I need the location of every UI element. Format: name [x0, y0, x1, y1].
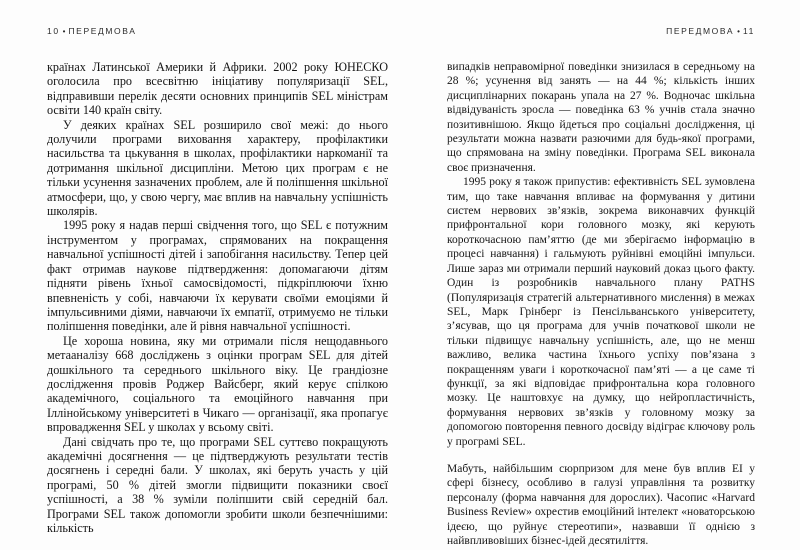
chapter-title-right: ПЕРЕДМОВА [666, 26, 735, 36]
running-header-right [447, 26, 755, 36]
page-number-left: 10 [47, 26, 60, 36]
text-column-left [47, 60, 388, 535]
paragraph: Дані свідчать про те, що програми SEL суттєво покращують академічні досягнення — це підтверджують результати тестів досягнень і середні бали. У школах, які беруть участь у цій програмі, 50 % дітей змогли підвищити показники своєї успішності, а 38 % зуміли поліпшити свій середній бал. Програми SEL також допомогли зробити школи безпечнішими: кількість [47, 434, 388, 535]
text-column-right [447, 60, 755, 548]
paragraph: У деяких країнах SEL розширило свої межі: до нього долучили програми виховання характеру, профілактики насильства та цькування в школах, профілактики наркоманії та дотримання шкільної дисципліни. Метою цих програм є не тільки усунення зазначених проблем, але й поліпшення шкільної атмосфери, що, у свою чергу, має вплив на навчальну успішність школярів. [47, 117, 388, 219]
header-separator-left: • [62, 27, 66, 36]
paragraph: країнах Латинської Америки й Африки. 2002 року ЮНЕСКО оголосила про всесвітню ініціативу популяризації SEL, відправивши перелік десяти основних принципів SEL міністрам освіти 140 країн світу. [47, 60, 388, 118]
paragraph: 1995 року я також припустив: ефективність SEL зумовлена тим, що таке навчання впливає на формування у дитини систем нервових зв’язків, зокрема виконавчих функцій прифронтальної кори головного мозку, які керують короткочасною пам’яттю (де ми зберігаємо інформацію в процесі навчання) і гальмують руйнівні емоційні імпульси. Лише зараз ми отримали перший науковий доказ цього факту. Один із розробників навчального плану PATHS (Популяризація стратегій альтернативного мислення) в межах SEL, Марк Грінберг із Пенсільванського університету, з’ясував, що ця програма для учнів початкової школи не тільки підвищує навчальну успішність, але, що не менш важливо, велика частина їхнього успіху пов’язана з покращенням уваги і короткочасної пам’яті — а це саме ті функції, за які відповідає прифронтальна кора головного мозку. Це наштовхує на думку, що нейропластичність, формування нервових зв’язків у головному мозку за допомогою повторення певного досвіду відіграє ключову роль у програмі SEL. [447, 176, 755, 448]
page-right [447, 0, 755, 550]
running-header-left [47, 26, 388, 36]
header-separator-right: • [737, 27, 740, 36]
paragraph: випадків неправомірної поведінки знизилася в середньому на 28 %; усунення від занять — на 44 %; кількість інших дисциплінарних покарань упала на 27 %. Водночас шкільна відвідуваність зросла — поведінка 63 % учнів стала значно позитивнішою. Якщо йдеться про соціальні дослідження, ці результати можна назвати разючими для будь-якої програми, що спрямована на зміну поведінки. Програма SEL виконала своє призначення. [447, 61, 755, 174]
paragraph: Мабуть, найбільшим сюрпризом для мене був вплив EI у сфері бізнесу, особливо в галузі управління та розвитку персоналу (форма навчання для дорослих). Часопис «Harvard Business Review» охрестив емоційний інтелект «новаторською ідеєю, що руйнує стереотипи», назвавши її однією з найвпливовіших бізнес-ідей десятиліття. [447, 462, 755, 547]
page-left [47, 0, 388, 550]
page-number-right: 11 [742, 26, 755, 36]
chapter-title-left: ПЕРЕДМОВА [68, 26, 137, 36]
paragraph: Це хороша новина, яку ми отримали після нещодавнього метааналізу 668 досліджень з оцінки програм SEL для дітей дошкільного та середнього шкільного віку. Це грандіозне дослідження провів Роджер Вайсберг, який керує спілкою академічного, соціального та емоційного навчання при Іллінойському університеті в Чикаго — організації, яка пропагує впровадження SEL у школах у всьому світі. [47, 333, 388, 435]
paragraph: 1995 року я надав перші свідчення того, що SEL є потужним інструментом у програмах, спрямованих на покращення навчальної успішності дітей і запобігання насильству. Тепер цей факт отримав наукове підтвердження: допомагаючи дітям підняти рівень їхньої самосвідомості, підкріплюючи їхню впевненість у собі, навчаючи їх керувати своїми емоціями й імпульсивними діями, навчаючи їх емпатії, отримуємо не тільки поліпшення поведінки, але й рівня навчальної успішності. [47, 218, 388, 334]
